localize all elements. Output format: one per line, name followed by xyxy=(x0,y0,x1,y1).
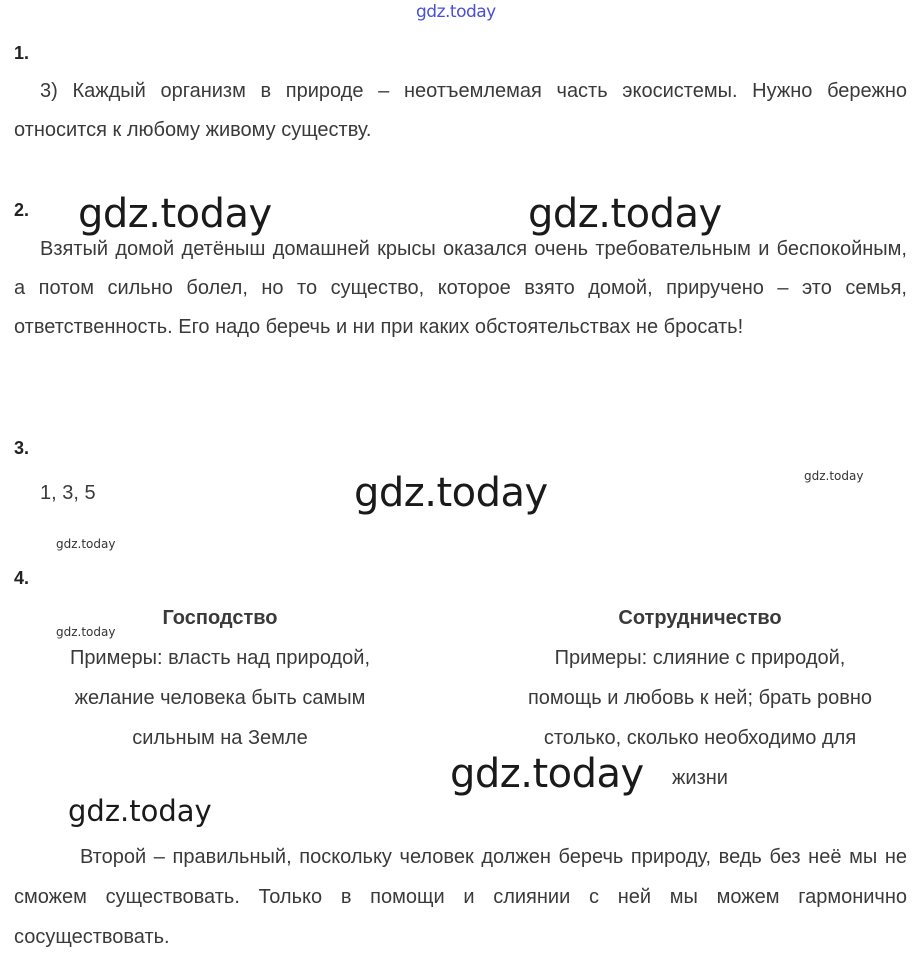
watermark-large: gdz.today xyxy=(450,751,644,797)
task-answer xyxy=(14,230,907,347)
watermark-top: gdz.today xyxy=(416,2,496,22)
column-heading: Господство xyxy=(162,607,278,629)
column-line: сильным на Земле xyxy=(132,727,308,749)
watermark-large: gdz.today xyxy=(78,191,272,237)
task-number: 3. xyxy=(14,438,30,458)
watermark-small: gdz.today xyxy=(56,625,116,639)
task-conclusion-text: Второй – правильный, поскольку человек должен беречь природу, ведь без неё мы не сможем существовать. Только в помощи и слиянии с ней мы можем гармонично сосуществовать. xyxy=(14,846,907,948)
task-number: 2. xyxy=(14,200,30,220)
column-line: помощь и любовь к ней; брать ровно xyxy=(527,687,873,709)
column-line: Примеры: слияние с природой, xyxy=(554,647,846,669)
watermark-large: gdz.today xyxy=(354,470,548,516)
task-answer-text: Взятый домой детёныш домашней крысы оказался очень требовательным и беспокойным, а потом сильно болел, но то существо, которое взято домой, приручено – это семья, ответственность. Его надо беречь и ни при каких обстоятельствах не бросать! xyxy=(14,238,907,338)
watermark-medium: gdz.today xyxy=(68,794,212,828)
watermark-small: gdz.today xyxy=(56,537,116,551)
column-line: жизни xyxy=(672,767,728,789)
task-answer-text: 1, 3, 5 xyxy=(40,482,96,504)
column-line: столько, сколько необходимо для xyxy=(543,727,857,749)
column-line: Примеры: власть над природой, xyxy=(69,647,371,669)
task-number: 1. xyxy=(14,43,30,63)
column-line: желание человека быть самым xyxy=(74,687,366,709)
watermark-small: gdz.today xyxy=(804,469,864,483)
task-answer xyxy=(14,72,907,150)
task-answer xyxy=(14,470,907,516)
task-answer-text: 3) Каждый организм в природе – неотъемлемая часть экосистемы. Нужно бережно относится к любому живому существу. xyxy=(14,80,907,141)
column-domination xyxy=(40,598,400,758)
column-heading: Сотрудничество xyxy=(618,607,782,629)
task-conclusion xyxy=(14,837,907,957)
watermark-large: gdz.today xyxy=(528,191,722,237)
task-number: 4. xyxy=(14,568,30,588)
column-cooperation xyxy=(490,598,910,798)
